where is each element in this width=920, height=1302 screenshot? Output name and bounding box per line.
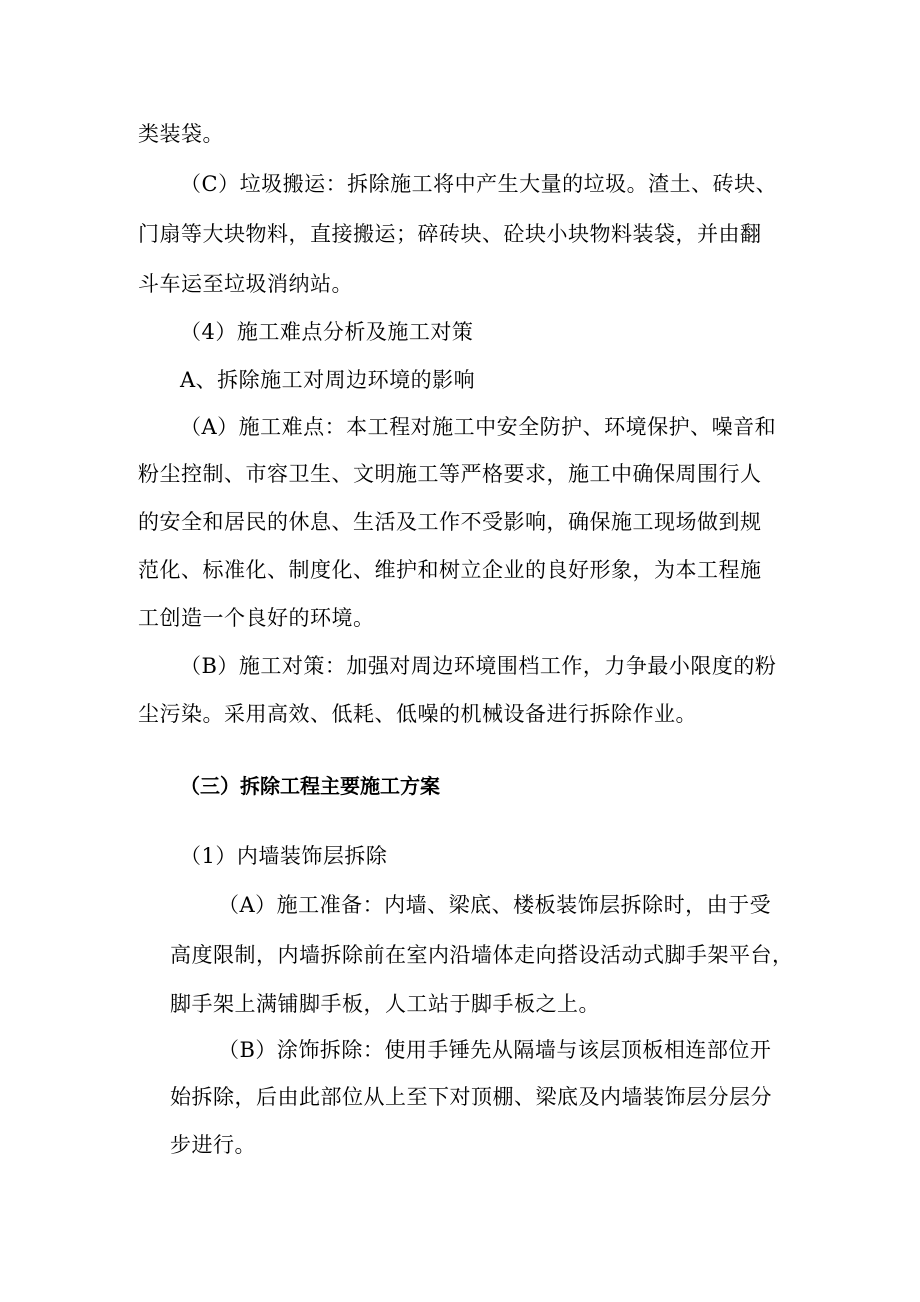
paragraph-line: 斗车运至垃圾消纳站。 [138,272,353,296]
paragraph-line: 尘污染。采用高效、低耗、低噪的机械设备进行拆除作业。 [138,702,697,726]
paragraph-line: （A）施工准备：内墙、梁底、楼板装饰层拆除时，由于受 [218,893,772,917]
paragraph-line: （B）涂饰拆除：使用手锤先从隔墙与该层顶板相连部位开 [218,1038,772,1062]
paragraph-line: 的安全和居民的休息、生活及工作不受影响，确保施工现场做到规 [138,510,762,534]
paragraph-line: 脚手架上满铺脚手板，人工站于脚手板之上。 [170,992,600,1016]
section-heading: （三）拆除工程主要施工方案 [180,774,440,798]
paragraph-line: 类装袋。 [138,122,224,146]
paragraph-line: （1）内墙装饰层拆除 [180,844,388,868]
paragraph-line: （4）施工难点分析及施工对策 [180,320,474,344]
paragraph-line: 工创造一个良好的环境。 [138,606,375,630]
paragraph-line: 步进行。 [170,1133,256,1157]
paragraph-line: （A）施工难点：本工程对施工中安全防护、环境保护、噪音和 [180,415,777,439]
paragraph-line: 门扇等大块物料，直接搬运；碎砖块、砼块小块物料装袋，并由翻 [138,222,762,246]
paragraph-line: （B）施工对策：加强对周边环境围档工作，力争最小限度的粉 [180,654,777,678]
paragraph-line: 范化、标准化、制度化、维护和树立企业的良好形象，为本工程施 [138,558,762,582]
paragraph-line: （C）垃圾搬运：拆除施工将中产生大量的垃圾。渣土、砖块、 [180,172,778,196]
paragraph-line: 始拆除，后由此部位从上至下对顶棚、梁底及内墙装饰层分层分 [170,1085,772,1109]
paragraph-line: 粉尘控制、市容卫生、文明施工等严格要求，施工中确保周围行人 [138,462,762,486]
paragraph-line: A、拆除施工对周边环境的影响 [180,368,476,392]
paragraph-line: 高度限制，内墙拆除前在室内沿墙体走向搭设活动式脚手架平台， [170,943,794,967]
